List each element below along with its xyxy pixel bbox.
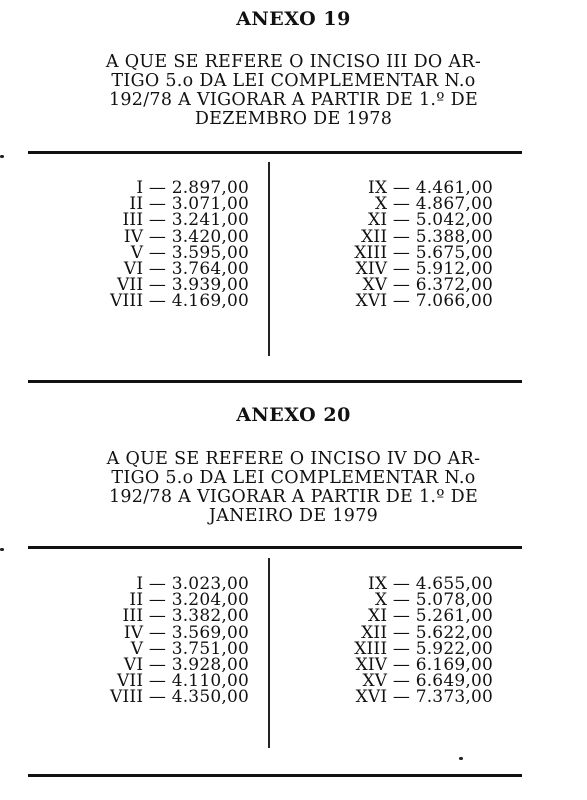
annex-19-table: [0, 180, 587, 355]
annex-19-heading: [0, 53, 587, 129]
annex-20-title-block: [0, 404, 587, 426]
rule-bottom-20: [28, 774, 522, 777]
table-row: XI — 5.042,00: [368, 210, 493, 231]
table-row: I — 3.023,00: [136, 574, 249, 594]
rule-top-19: [28, 151, 522, 154]
annex-title: ANEXO 19: [236, 8, 351, 30]
table-row: III — 3.241,00: [122, 210, 249, 231]
heading-line: 192/78 A VIGORAR A PARTIR DE 1.º DE: [108, 487, 479, 507]
table-row: V — 3.751,00: [130, 638, 249, 659]
annex-title: ANEXO 20: [236, 404, 351, 426]
table-row: X — 5.078,00: [374, 590, 493, 611]
scan-speck: [0, 155, 4, 158]
table-row: XIV — 6.169,00: [355, 655, 493, 676]
table-row: XVI — 7.066,00: [355, 291, 493, 312]
heading-line: A QUE SE REFERE O INCISO IV DO AR-: [106, 449, 481, 469]
heading-line: TIGO 5.o DA LEI COMPLEMENTAR N.o: [111, 468, 476, 488]
heading-line: DEZEMBRO DE 1978: [194, 109, 393, 129]
table-row: XI — 5.261,00: [368, 606, 493, 627]
annex-19-right-column: [354, 180, 493, 310]
table-row: X — 4.867,00: [374, 194, 493, 215]
heading-line: JANEIRO DE 1979: [208, 506, 379, 526]
table-row: XII — 5.622,00: [361, 622, 493, 643]
heading-line: TIGO 5.o DA LEI COMPLEMENTAR N.o: [111, 71, 476, 91]
table-row: IX — 4.655,00: [368, 574, 493, 594]
table-row: V — 3.595,00: [130, 242, 249, 263]
table-row: VI — 3.764,00: [123, 259, 249, 280]
annex-20-right-column: [354, 576, 493, 706]
table-row: XII — 5.388,00: [361, 226, 493, 247]
heading-line: A QUE SE REFERE O INCISO III DO AR-: [105, 52, 482, 72]
table-row: III — 3.382,00: [122, 606, 249, 627]
heading-line: 192/78 A VIGORAR A PARTIR DE 1.º DE: [108, 90, 479, 110]
scan-speck: [0, 548, 4, 551]
annex-20-table: [0, 576, 587, 751]
column-separator: [268, 558, 270, 748]
table-row: XVI — 7.373,00: [355, 687, 493, 708]
table-row: VIII — 4.350,00: [110, 687, 249, 708]
annex-20-heading: [0, 450, 587, 526]
table-row: XIII — 5.922,00: [354, 638, 493, 659]
table-row: I — 2.897,00: [136, 178, 249, 198]
rule-bottom-19: [28, 380, 522, 383]
table-row: VI — 3.928,00: [123, 655, 249, 676]
table-row: XV — 6.372,00: [362, 275, 493, 296]
scan-speck: [459, 757, 463, 760]
table-row: VII — 4.110,00: [116, 671, 249, 692]
table-row: II — 3.204,00: [129, 590, 249, 611]
table-row: XV — 6.649,00: [362, 671, 493, 692]
annex-19-left-column: [110, 180, 249, 310]
table-row: XIV — 5.912,00: [355, 259, 493, 280]
column-separator: [268, 162, 270, 356]
table-row: VII — 3.939,00: [116, 275, 249, 296]
table-row: IV — 3.420,00: [123, 226, 249, 247]
table-row: II — 3.071,00: [129, 194, 249, 215]
table-row: XIII — 5.675,00: [354, 242, 493, 263]
table-row: IV — 3.569,00: [123, 622, 249, 643]
table-row: IX — 4.461,00: [368, 178, 493, 198]
annex-20-left-column: [110, 576, 249, 706]
table-row: VIII — 4.169,00: [110, 291, 249, 312]
annex-19-title-block: [0, 8, 587, 30]
rule-top-20: [28, 546, 522, 549]
